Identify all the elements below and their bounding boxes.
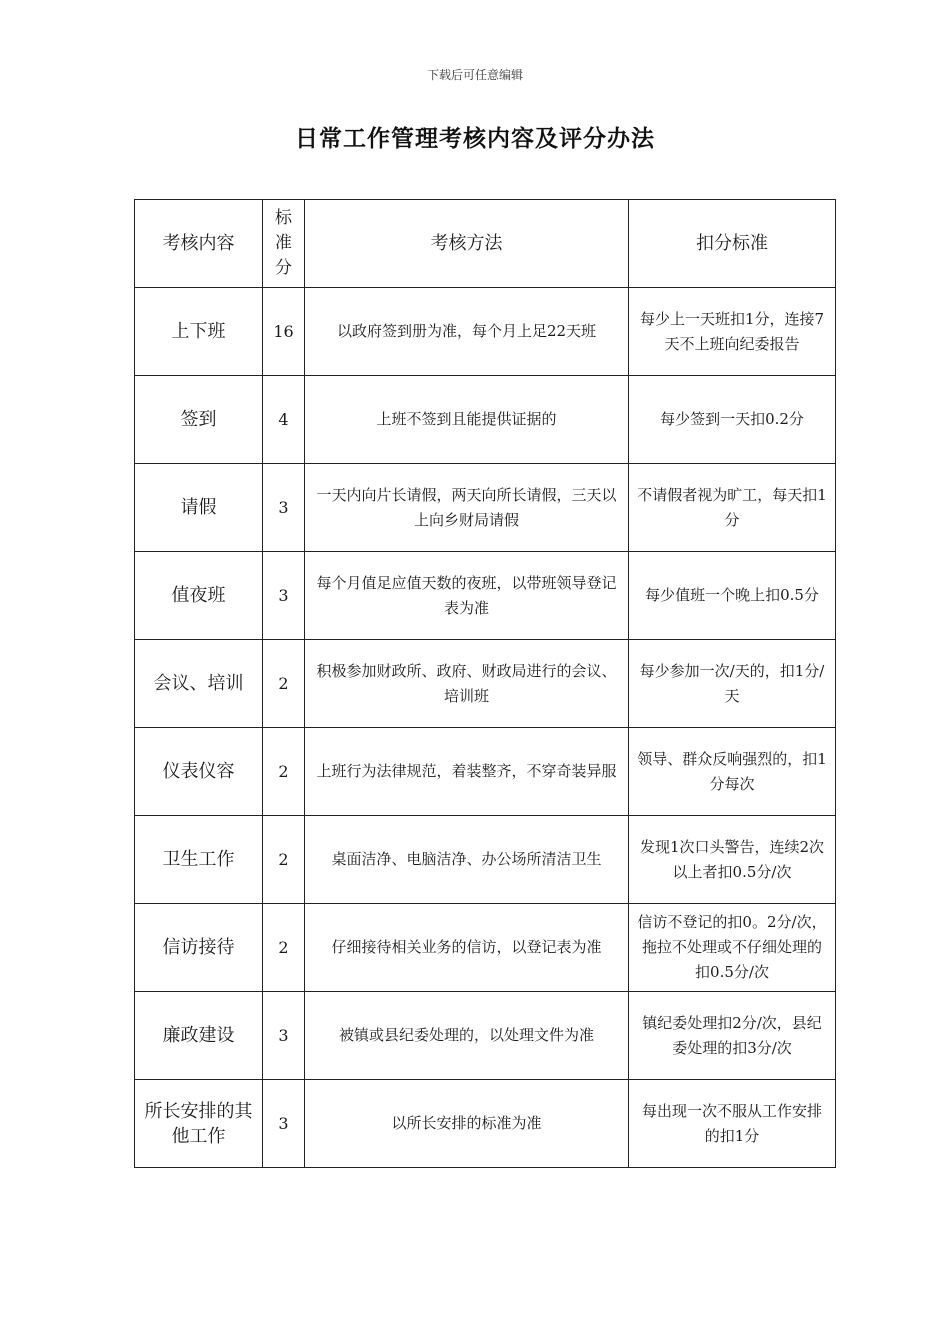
cell-score: 2	[263, 904, 305, 992]
header-deduction: 扣分标准	[629, 200, 836, 288]
cell-method: 仔细接待相关业务的信访，以登记表为准	[305, 904, 629, 992]
cell-deduction: 每少参加一次/天的，扣1分/天	[629, 640, 836, 728]
table-row	[135, 816, 836, 904]
table-row	[135, 640, 836, 728]
cell-item: 请假	[135, 464, 263, 552]
cell-score: 2	[263, 816, 305, 904]
cell-item: 卫生工作	[135, 816, 263, 904]
cell-score: 3	[263, 992, 305, 1080]
cell-method: 每个月值足应值天数的夜班，以带班领导登记表为准	[305, 552, 629, 640]
cell-score: 2	[263, 728, 305, 816]
header-method: 考核方法	[305, 200, 629, 288]
header-score-text: 标准分	[275, 208, 292, 278]
cell-item: 上下班	[135, 288, 263, 376]
cell-score: 16	[263, 288, 305, 376]
header-item: 考核内容	[135, 200, 263, 288]
cell-method: 被镇或县纪委处理的，以处理文件为准	[305, 992, 629, 1080]
table-row	[135, 464, 836, 552]
cell-deduction: 镇纪委处理扣2分/次，县纪委处理的扣3分/次	[629, 992, 836, 1080]
cell-method: 以政府签到册为准，每个月上足22天班	[305, 288, 629, 376]
table-row	[135, 552, 836, 640]
cell-deduction: 不请假者视为旷工，每天扣1分	[629, 464, 836, 552]
cell-deduction: 每出现一次不服从工作安排的扣1分	[629, 1080, 836, 1168]
cell-item: 仪表仪容	[135, 728, 263, 816]
cell-item: 签到	[135, 376, 263, 464]
document-title: 日常工作管理考核内容及评分办法	[295, 125, 655, 152]
cell-score: 4	[263, 376, 305, 464]
cell-method: 上班不签到且能提供证据的	[305, 376, 629, 464]
cell-score: 3	[263, 552, 305, 640]
cell-method: 积极参加财政所、政府、财政局进行的会议、培训班	[305, 640, 629, 728]
cell-score: 3	[263, 464, 305, 552]
cell-item: 所长安排的其他工作	[135, 1080, 263, 1168]
table-row	[135, 992, 836, 1080]
cell-item: 廉政建设	[135, 992, 263, 1080]
cell-deduction: 领导、群众反响强烈的，扣1分每次	[629, 728, 836, 816]
header-note: 下载后可任意编辑	[426, 68, 523, 82]
table-row	[135, 376, 836, 464]
table-row	[135, 904, 836, 992]
cell-deduction: 每少上一天班扣1分，连接7天不上班向纪委报告	[629, 288, 836, 376]
cell-method: 上班行为法律规范，着装整齐，不穿奇装异服	[305, 728, 629, 816]
cell-item: 值夜班	[135, 552, 263, 640]
table-header-row	[135, 200, 836, 288]
cell-method: 以所长安排的标准为准	[305, 1080, 629, 1168]
cell-method: 一天内向片长请假，两天向所长请假，三天以上向乡财局请假	[305, 464, 629, 552]
table-row	[135, 288, 836, 376]
cell-deduction: 发现1次口头警告，连续2次以上者扣0.5分/次	[629, 816, 836, 904]
cell-method: 桌面洁净、电脑洁净、办公场所清洁卫生	[305, 816, 629, 904]
cell-score: 2	[263, 640, 305, 728]
assessment-table	[134, 199, 836, 1168]
cell-score: 3	[263, 1080, 305, 1168]
table-row	[135, 1080, 836, 1168]
cell-item: 会议、培训	[135, 640, 263, 728]
header-score	[263, 200, 305, 288]
cell-deduction: 每少签到一天扣0.2分	[629, 376, 836, 464]
cell-deduction: 信访不登记的扣0。2分/次，拖拉不处理或不仔细处理的扣0.5分/次	[629, 904, 836, 992]
cell-deduction: 每少值班一个晚上扣0.5分	[629, 552, 836, 640]
cell-item: 信访接待	[135, 904, 263, 992]
table-row	[135, 728, 836, 816]
